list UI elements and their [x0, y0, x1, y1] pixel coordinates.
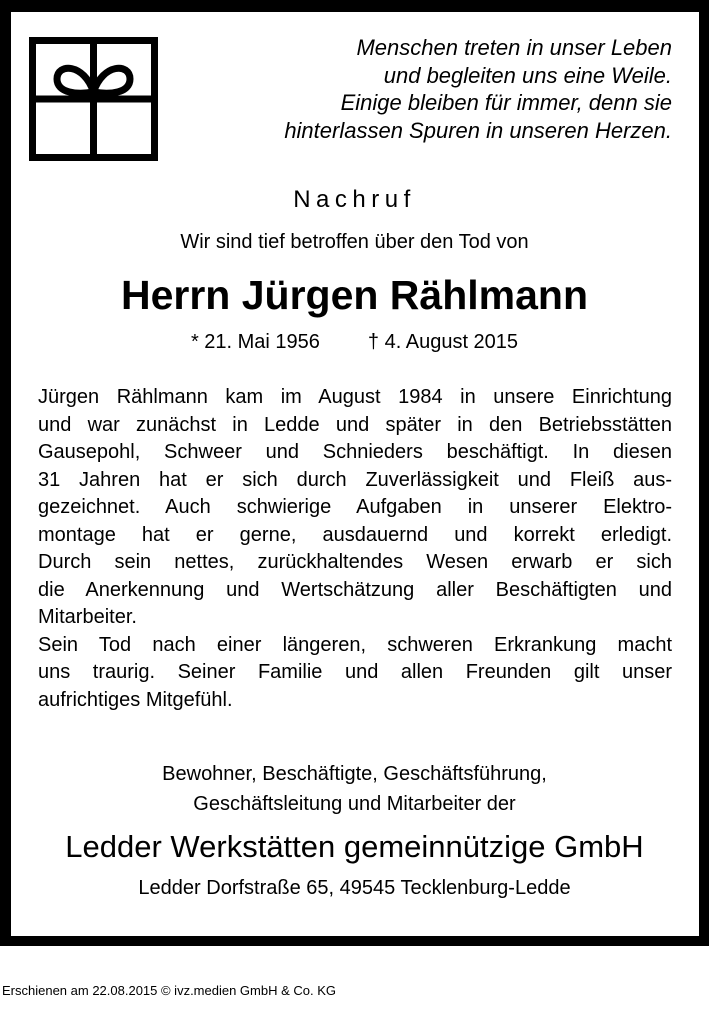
life-dates — [0, 330, 709, 354]
senders-line-1: Bewohner, Beschäftigte, Geschäftsführung, — [162, 763, 547, 785]
cross-with-loops-logo-icon — [29, 37, 158, 161]
body-line: Durch sein nettes, zurückhaltendes Wesen erwarb er sich — [38, 551, 672, 573]
obituary-body — [38, 384, 672, 714]
birth-date: * 21. Mai 1956 — [190, 331, 320, 353]
death-date: † 4. August 2015 — [367, 331, 519, 353]
quote-line: Einige bleiben für immer, denn sie — [340, 90, 672, 115]
quote-line: und begleiten uns eine Weile. — [383, 62, 672, 88]
senders-line-2: Geschäftsleitung und Mitarbeiter der — [193, 793, 516, 815]
body-line: Jürgen Rählmann kam im August 1984 in unsere Einrichtung — [38, 386, 672, 408]
body-line: aufrichtiges Mitgefühl. — [38, 688, 233, 711]
quote-line: Menschen treten in unser Leben — [356, 35, 672, 60]
body-line: 31 Jahren hat er sich durch Zuverlässigkeit und Fleiß aus- — [38, 468, 672, 491]
quote-line: hinterlassen Spuren in unseren Herzen. — [284, 117, 672, 143]
intro-text: Wir sind tief betroffen über den Tod von — [180, 231, 529, 253]
body-line: gezeichnet. Auch schwierige Aufgaben in unserer Elektro- — [38, 496, 672, 518]
publication-footer: Erschienen am 22.08.2015 © ivz.medien GmbH & Co. KG — [2, 983, 337, 998]
memorial-quote — [212, 34, 672, 144]
body-line: Mitarbeiter. — [38, 606, 137, 628]
body-line: und war zunächst in Ledde und später in den Betriebsstätten — [38, 413, 672, 436]
body-line: uns traurig. Seiner Familie und allen Freunden gilt unser — [38, 661, 672, 683]
body-line: montage hat er gerne, ausdauernd und korrekt erledigt. — [38, 523, 672, 546]
company-name: Ledder Werkstätten gemeinnützige GmbH — [65, 829, 644, 864]
obituary-heading: Nachruf — [293, 186, 416, 213]
company-address: Ledder Dorfstraße 65, 49545 Tecklenburg-Ledde — [138, 877, 571, 899]
deceased-name: Herrn Jürgen Rählmann — [120, 272, 589, 318]
body-line: Sein Tod nach einer längeren, schweren Erkrankung macht — [38, 633, 672, 656]
body-line: die Anerkennung und Wertschätzung aller Beschäftigten und — [38, 578, 672, 601]
body-line: Gausepohl, Schweer und Schnieders beschäftigt. In diesen — [38, 441, 672, 463]
